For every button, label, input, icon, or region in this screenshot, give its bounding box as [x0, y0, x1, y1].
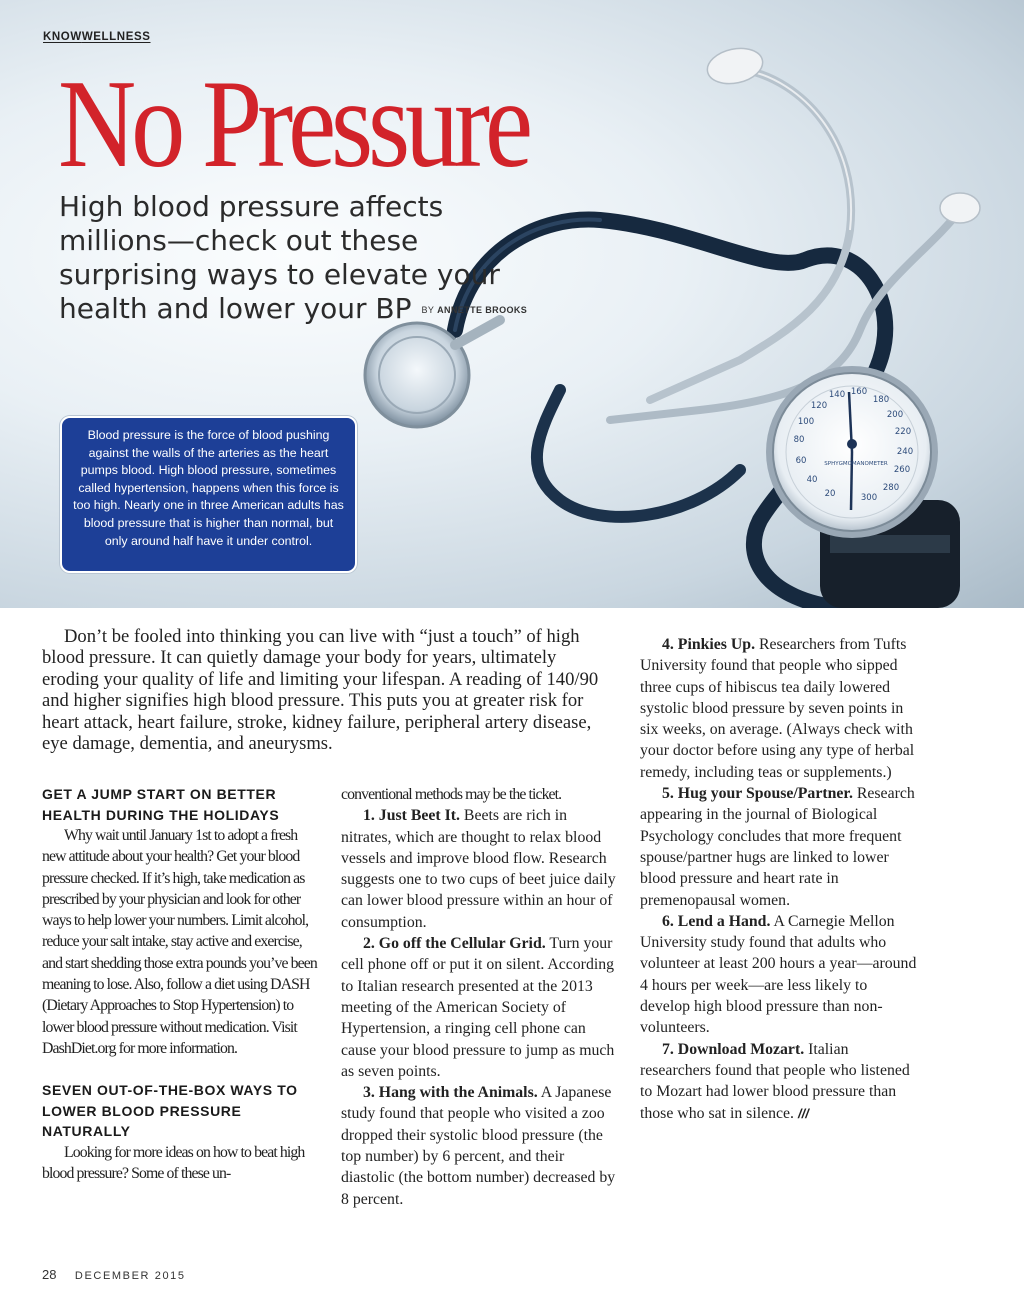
ear-tip-left: [704, 44, 766, 89]
tick-label: 60: [795, 456, 807, 466]
list-item: [341, 933, 618, 1082]
item-text: A Carnegie Mellon University study found that adults who volunteer at least 200 hours a year—around 4 hours per week—are less likely to develop high blood pressure than non-volunteers.: [640, 912, 917, 1037]
item-text: Turn your cell phone off or put it on silent. According to Italian research presented at the 2013 meeting of the American Society of Hypertension, a ringing cell phone can cause your blood pressure to jump as much as seven points.: [341, 935, 615, 1080]
tick-label: 160: [850, 387, 868, 397]
column-2: [341, 784, 618, 1210]
item-title: 3. Hang with the Animals.: [363, 1084, 538, 1102]
column-3: [640, 634, 920, 1124]
chestpiece: [365, 323, 469, 427]
tick-label: 300: [860, 493, 878, 503]
section2-intro-cont: conventional methods may be the ticket.: [341, 786, 562, 803]
section1-body: Why wait until January 1st to adopt a fresh new attitude about your health? Get your blood pressure checked. If it’s high, take medication as prescribed by your physician and look for other ways to help lower your numbers. Limit alcohol, reduce your salt intake, stay active and exercise, and start shedding those extra pounds you’ve been meaning to lose. Also, follow a diet using DASH (Dietary Approaches to Stop Hypertension) to lower blood pressure without medication. Visit DashDiet.org for more information.: [42, 827, 317, 1057]
list-item: [341, 1082, 618, 1210]
tick-label: 140: [828, 390, 846, 400]
section-tag-know: KNOW: [43, 31, 82, 43]
byline-author: ANNETTE BROOKS: [437, 305, 528, 315]
headline: No Pressure: [58, 55, 528, 194]
tick-label: 240: [896, 447, 914, 457]
item-text: Beets are rich in nitrates, which are thought to relax blood vessels and improve blood flow. Research suggests one to two cups of beet juice daily can lower blood pressure within an hour of consumption.: [341, 807, 616, 931]
callout-box: Blood pressure is the force of blood pushing against the walls of the arteries as the heart pumps blood. High blood pressure, sometimes called hypertension, happens when this force is too high. Nearly one in three American adults has blood pressure that is higher than normal, but only around half have it under control.: [60, 416, 357, 573]
section2-heading: SEVEN OUT-OF-THE-BOX WAYS TO LOWER BLOOD PRESSURE NATURALLY: [42, 1082, 298, 1140]
list-item: [640, 783, 920, 911]
tick-label: 180: [872, 395, 890, 405]
section-tag-wellness: WELLNESS: [81, 31, 151, 43]
tick-label: 120: [810, 401, 828, 411]
page-number: 28: [42, 1267, 57, 1282]
tick-label: 80: [793, 435, 805, 445]
item-text: Italian researchers found that people who listened to Mozart had lower blood pressure than those who sat in silence.: [640, 1040, 910, 1122]
section2-intro: Looking for more ideas on how to beat high blood pressure? Some of these un-: [42, 1143, 305, 1183]
byline-prefix: BY: [421, 305, 435, 315]
byline: [422, 305, 528, 315]
item-title: 5. Hug your Spouse/Partner.: [662, 785, 853, 803]
end-mark: ///: [798, 1105, 809, 1121]
item-text: A Japanese study found that people who visited a zoo dropped their systolic blood pressure (the top number) by 6 percent, and their diastolic (the bottom number) decreased by 8 percent.: [341, 1084, 616, 1208]
list-item: [640, 911, 920, 1039]
tick-label: 220: [894, 427, 912, 437]
item-title: 1. Just Beet It.: [363, 807, 460, 825]
item-text: Research appearing in the journal of Biological Psychology concludes that more frequent spouse/partner hugs are linked to lower blood pressure and heart rate in premenopausal women.: [640, 785, 915, 909]
tick-label: 40: [806, 475, 818, 485]
page-footer: [42, 1266, 186, 1284]
hero-photo: [0, 0, 1024, 608]
item-title: 2. Go off the Cellular Grid.: [363, 935, 546, 953]
section-tag: [43, 31, 151, 43]
dek-text: High blood pressure affects millions—check out these surprising ways to elevate your health and lower your BP: [59, 190, 500, 325]
list-item: [640, 1039, 920, 1124]
tick-label: 100: [797, 417, 815, 427]
list-item: [640, 634, 920, 783]
tick-label: 200: [886, 410, 904, 420]
column-1: [42, 784, 317, 1184]
item-title: 6. Lend a Hand.: [662, 912, 771, 930]
item-title: 4. Pinkies Up.: [662, 636, 756, 653]
ear-tip-right: [940, 193, 980, 223]
item-title: 7. Download Mozart.: [662, 1040, 805, 1058]
gauge-brand: SPHYGMOMANOMETER: [824, 461, 888, 467]
tick-label: 280: [882, 483, 900, 493]
tick-label: 20: [824, 489, 836, 499]
dek: [59, 190, 529, 327]
lede-paragraph: Don’t be fooled into thinking you can live with “just a touch” of high blood pressure. It can quietly damage your body for years, ultimately eroding your quality of life and limiting your lifespan. A reading of 140/90 and higher signifies high blood pressure. This puts you at greater risk for heart attack, heart failure, stroke, kidney failure, peripheral artery disease, eye damage, dementia, and aneurysms.: [42, 626, 599, 755]
item-text: Researchers from Tufts University found that people who sipped three cups of hibiscus tea daily lowered systolic blood pressure by seven points in six weeks, on average. (Always check with your doctor before using any type of herbal remedy, including teas or supplements.): [640, 636, 915, 781]
tick-label: 260: [893, 465, 911, 475]
section1-heading: GET A JUMP START ON BETTER HEALTH DURING THE HOLIDAYS: [42, 786, 280, 823]
issue-date: DECEMBER 2015: [74, 1270, 186, 1282]
list-item: [341, 805, 618, 933]
